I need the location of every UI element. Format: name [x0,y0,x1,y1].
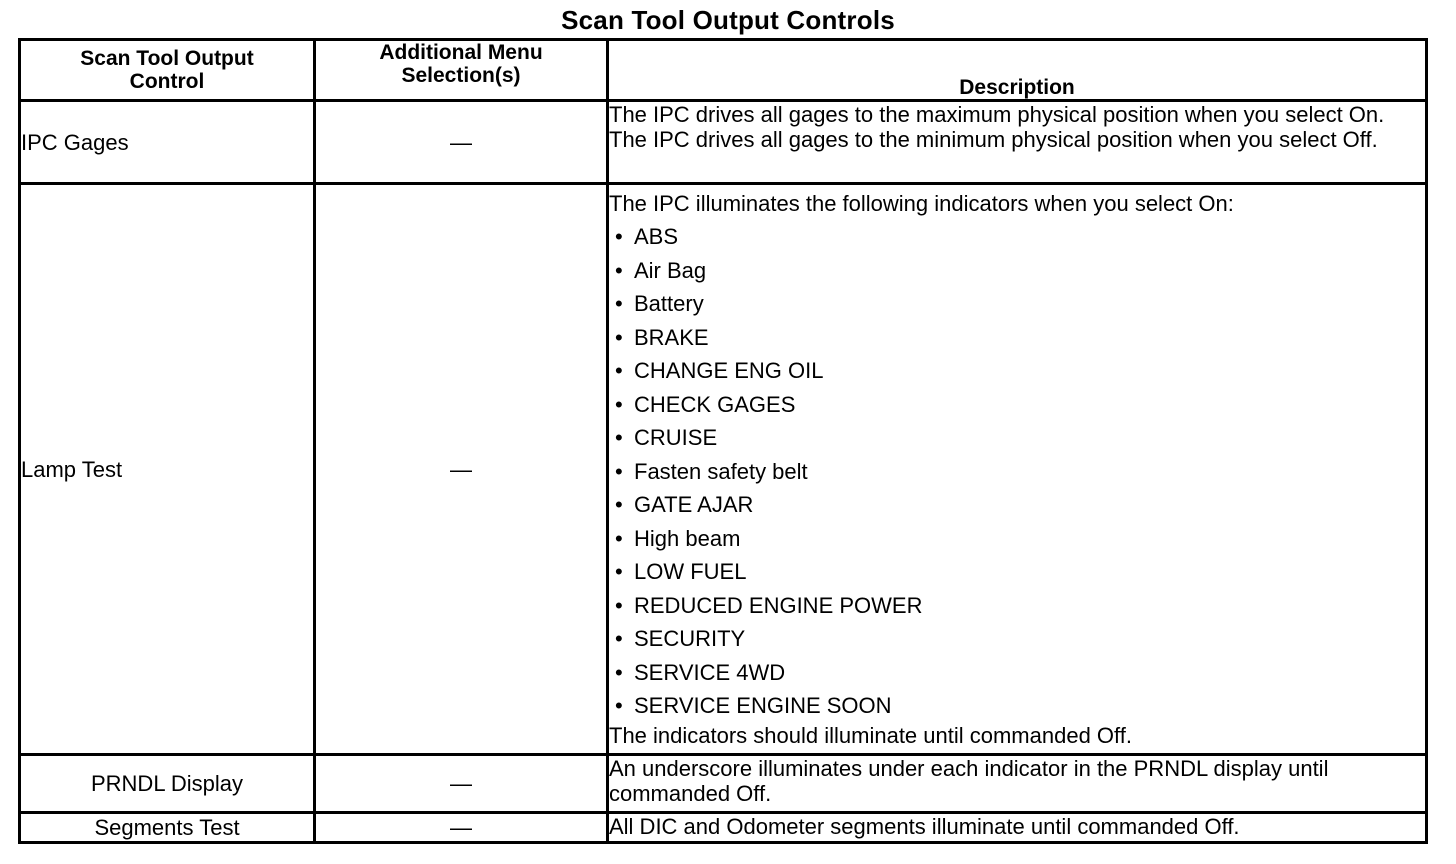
list-item: • LOW FUEL [609,555,1425,589]
menu-cell [315,813,608,843]
bullet-icon: • [615,291,623,316]
table-row-prndl-display [20,755,1427,813]
list-item: • REDUCED ENGINE POWER [609,589,1425,623]
control-cell: Lamp Test [20,184,315,755]
description-cell [608,184,1427,755]
table-row-ipc-gages [20,101,1427,184]
list-item: • CRUISE [609,421,1425,455]
bullet-icon: • [615,659,623,685]
list-item: • SERVICE 4WD [609,656,1425,690]
control-cell: PRNDL Display [20,755,315,813]
list-item: • BRAKE [609,321,1425,355]
menu-dash: — [450,815,472,840]
list-item: • High beam [609,522,1425,556]
bullet-icon: • [615,626,623,651]
menu-dash: — [450,771,472,796]
list-item: • CHANGE ENG OIL [609,354,1425,388]
list-item: • SECURITY [609,622,1425,656]
bullet-icon: • [615,693,623,718]
lamp-test-outro: The indicators should illuminate until commanded Off. [609,722,1132,748]
bullet-icon: • [615,324,623,350]
bullet-icon: • [615,257,623,283]
list-item: • Fasten safety belt [609,455,1425,489]
lamp-test-intro: The IPC illuminates the following indicators when you select On: [609,191,1234,216]
indicator-list [609,220,1425,723]
bullet-icon: • [615,559,623,584]
list-item: • ABS [609,220,1425,254]
description-cell: All DIC and Odometer segments illuminate until commanded Off. [608,813,1427,843]
table-row-lamp-test [20,184,1427,755]
list-item: • GATE AJAR [609,488,1425,522]
bullet-icon: • [615,391,623,417]
header-description-label: Description [959,76,1075,99]
output-controls-table [18,38,1428,844]
menu-cell [315,101,608,184]
menu-dash: — [450,129,472,155]
list-item: • Air Bag [609,254,1425,288]
bullet-icon: • [615,224,623,249]
header-scan-tool-output-control [20,40,315,101]
bullet-icon: • [615,425,623,450]
header-control-label: Scan Tool Output Control [80,47,254,93]
header-description [608,40,1427,101]
table-row-segments-test [20,813,1427,843]
bullet-icon: • [615,525,623,551]
header-menu-label: Additional Menu Selection(s) [379,41,543,87]
menu-cell [315,184,608,755]
page-title: Scan Tool Output Controls [561,5,895,35]
list-item: • CHECK GAGES [609,388,1425,422]
description-cell: An underscore illuminates under each indicator in the PRNDL display until commanded Off. [608,755,1427,813]
control-cell: Segments Test [20,813,315,843]
bullet-icon: • [615,358,623,383]
list-item: • SERVICE ENGINE SOON [609,689,1425,723]
menu-cell [315,755,608,813]
header-additional-menu-selections [315,40,608,101]
bullet-icon: • [615,492,623,517]
table-header-row [20,40,1427,101]
bullet-icon: • [615,458,623,484]
control-cell: IPC Gages [20,101,315,184]
list-item: • Battery [609,287,1425,321]
description-cell: The IPC drives all gages to the maximum physical position when you select On. The IPC drives all gages to the minimum physical position when you select Off. [608,101,1427,184]
menu-dash: — [450,456,472,482]
bullet-icon: • [615,592,623,618]
